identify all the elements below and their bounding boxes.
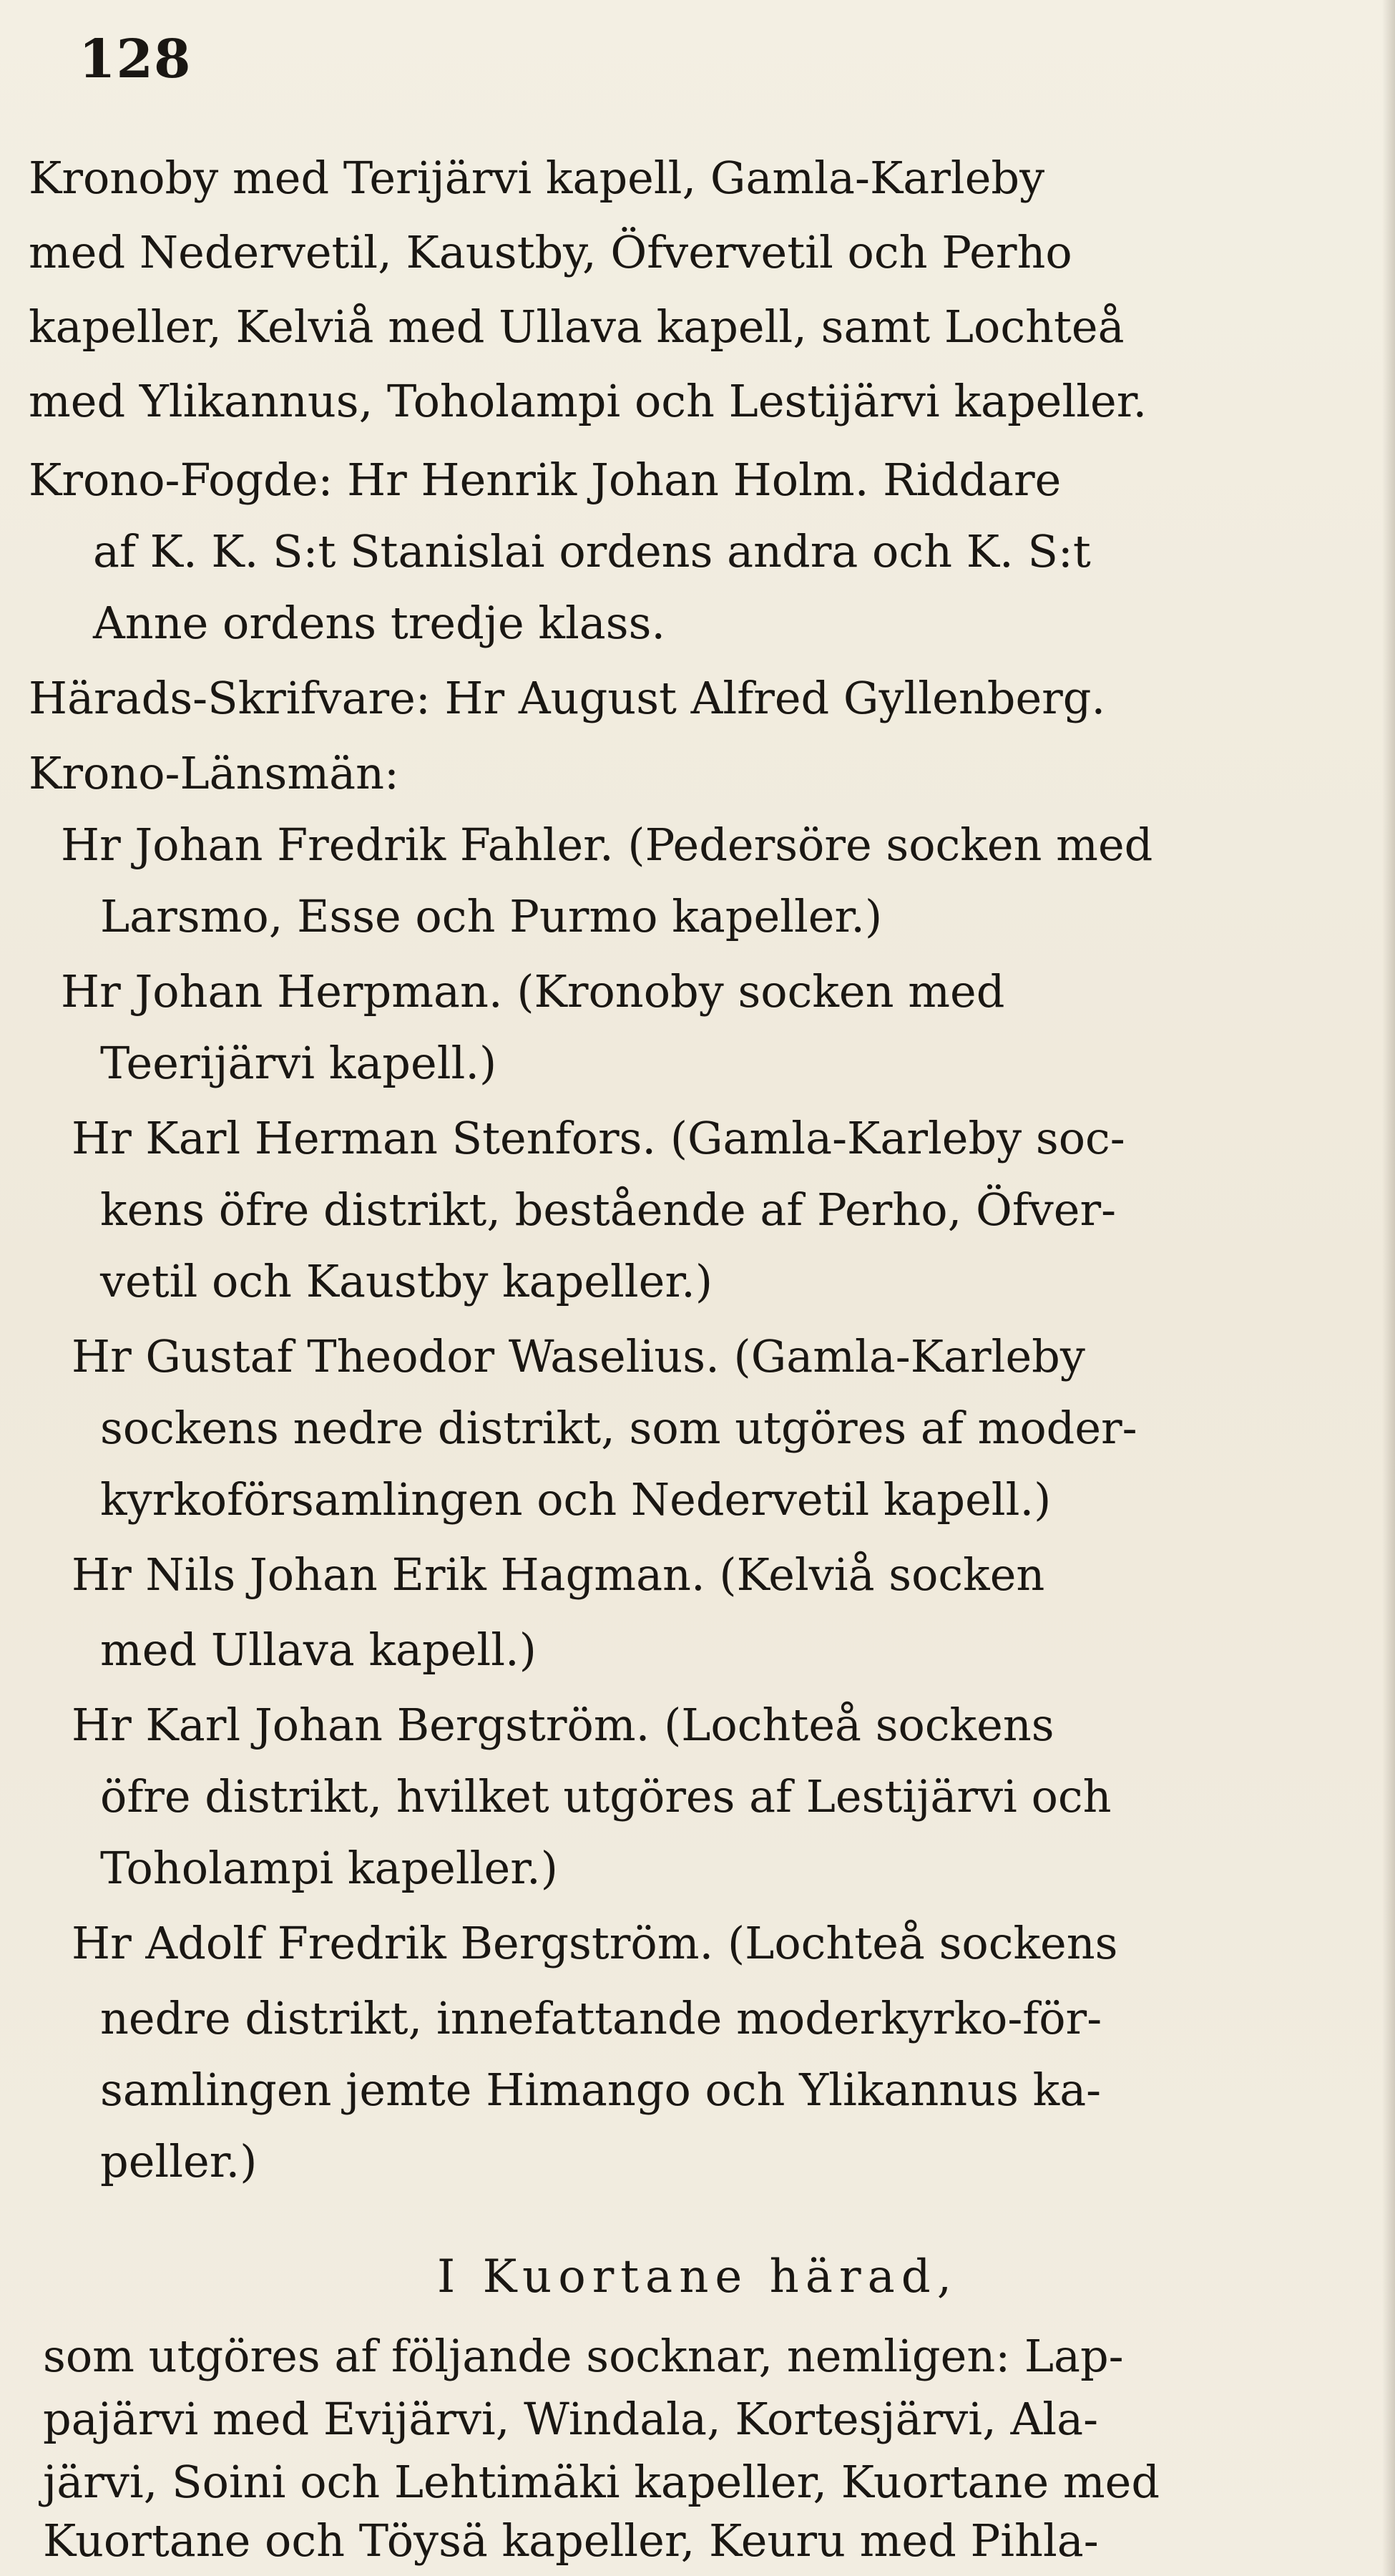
text-line: nedre distrikt, innefattande moderkyrko-för- (100, 1992, 1102, 2044)
text-line: vetil och Kaustby kapeller.) (100, 1255, 713, 1307)
text-line: järvi, Soini och Lehtimäki kapeller, Kuortane med (43, 2456, 1160, 2508)
text-line: sockens nedre distrikt, som utgöres af moder- (100, 1402, 1137, 1454)
text-line: kens öfre distrikt, bestående af Perho, Öfver- (100, 1184, 1117, 1236)
text-line: samlingen jemte Himango och Ylikannus ka- (100, 2064, 1102, 2116)
text-line: Hr Karl Herman Stenfors. (Gamla-Karleby soc- (72, 1112, 1125, 1164)
text-line: öfre distrikt, hvilket utgöres af Lestijärvi och (100, 1770, 1112, 1823)
text-line: Hr Karl Johan Bergström. (Lochteå sockens (72, 1699, 1054, 1751)
section-heading: I Kuortane härad, (436, 2250, 959, 2303)
text-line: Anne ordens tredje klass. (93, 597, 666, 649)
text-line: peller.) (100, 2135, 258, 2187)
text-line: af K. K. S:t Stanislai ordens andra och K. S:t (93, 525, 1091, 577)
text-line: pajärvi med Evijärvi, Windala, Kortesjärvi, Ala- (43, 2393, 1099, 2445)
text-line: med Ylikannus, Toholampi och Lestijärvi kapeller. (29, 375, 1147, 427)
text-line: Hr Adolf Fredrik Bergström. (Lochteå sockens (72, 1917, 1118, 1969)
text-line: kyrkoförsamlingen och Nedervetil kapell.) (100, 1473, 1052, 1526)
text-line: Krono-Fogde: Hr Henrik Johan Holm. Riddare (29, 454, 1062, 506)
text-line: Krono-Länsmän: (29, 747, 399, 799)
page-number: 128 (79, 29, 192, 90)
text-line: Toholampi kapeller.) (100, 1842, 558, 1894)
text-line: med Nedervetil, Kaustby, Öfvervetil och Perho (29, 226, 1072, 278)
text-line: med Ullava kapell.) (100, 1624, 537, 1676)
text-line: Hr Johan Fredrik Fahler. (Pedersöre socken med (61, 819, 1153, 871)
text-line: som utgöres af följande socknar, nemligen: Lap- (43, 2330, 1124, 2382)
text-line: Härads-Skrifvare: Hr August Alfred Gyllenberg. (29, 672, 1106, 724)
text-line: Hr Johan Herpman. (Kronoby socken med (61, 965, 1005, 1018)
text-line: Hr Gustaf Theodor Waselius. (Gamla-Karleby (72, 1330, 1085, 1382)
text-line: Larsmo, Esse och Purmo kapeller.) (100, 890, 883, 942)
text-line: Hr Nils Johan Erik Hagman. (Kelviå socken (72, 1548, 1045, 1601)
text-line: Teerijärvi kapell.) (100, 1037, 497, 1089)
text-line: Kronoby med Terijärvi kapell, Gamla-Karleby (29, 152, 1045, 204)
page-edge-shadow (1382, 0, 1395, 2576)
text-line: Kuortane och Töysä kapeller, Keuru med Pihla- (43, 2514, 1099, 2567)
text-line: kapeller, Kelviå med Ullava kapell, samt Lochteå (29, 301, 1125, 353)
